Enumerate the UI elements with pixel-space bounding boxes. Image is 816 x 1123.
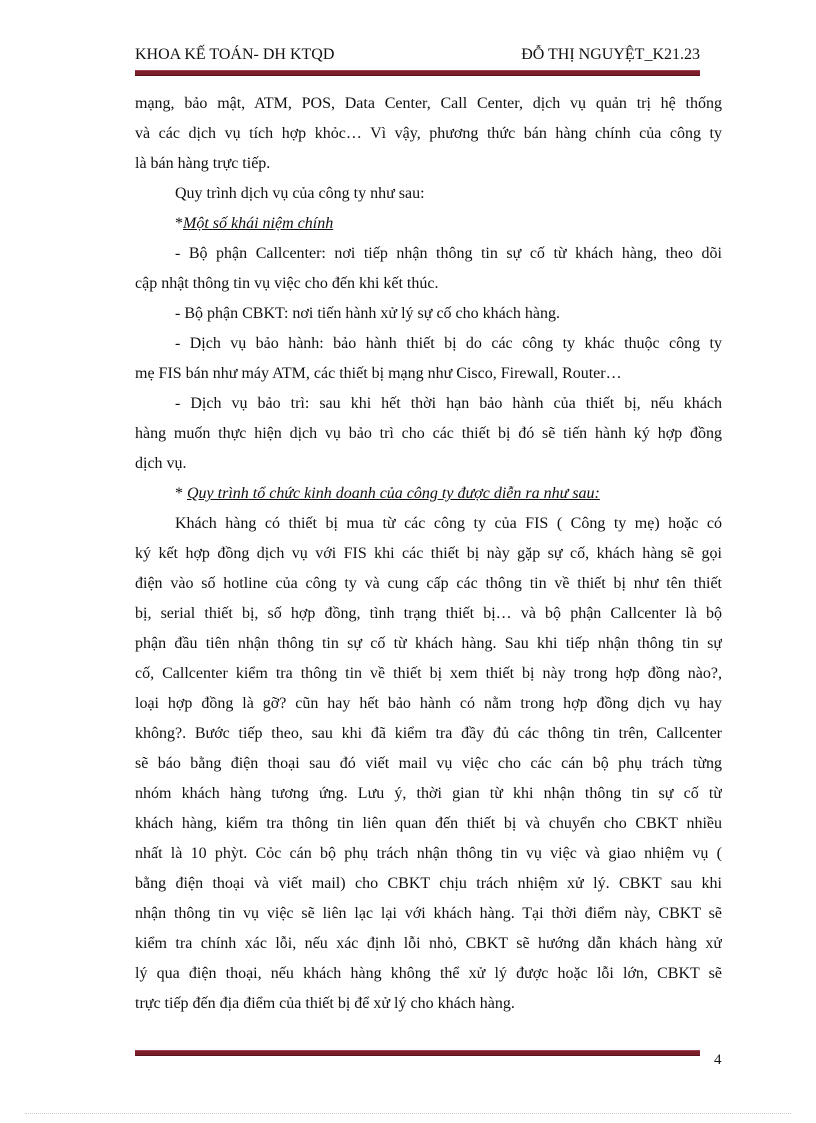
line-text: - Bộ phận Callcenter: nơi tiếp nhận thông tin sự cố từ khách hàng, theo dõi [175, 245, 722, 262]
text-line [135, 182, 722, 212]
line-text: khách hàng, kiểm tra thông tin liên quan đến thiết bị và chuyển cho CBKT nhiều [135, 815, 722, 832]
text-line [135, 362, 722, 392]
line-text: mẹ FIS bán như máy ATM, các thiết bị mạng như Cisco, Firewall, Router… [135, 365, 622, 382]
document-body [135, 92, 722, 1022]
header-rule [135, 70, 700, 76]
text-line [135, 572, 722, 602]
line-text: nhất là 10 phỳt. Cỏc cán bộ phụ trách nhận thông tin vụ việc và giao nhiệm vụ ( [135, 845, 722, 862]
line-text: sẽ báo bằng điện thoại sau đó viết mail vụ việc cho các cán bộ phụ trách từng [135, 755, 722, 772]
line-text: và các dịch vụ tích hợp khỏc… Vì vậy, phương thức bán hàng chính của công ty [135, 125, 722, 142]
text-line [135, 902, 722, 932]
line-text: - Bộ phận CBKT: nơi tiến hành xử lý sự cố cho khách hàng. [175, 305, 560, 322]
line-text: loại hợp đồng là gỡ? cũn hay hết bảo hành có nằm trong hợp đồng dịch vụ hay [135, 695, 722, 712]
line-text: Quy trình tổ chức kinh doanh của công ty được diễn ra như sau: [187, 485, 600, 502]
text-line [135, 722, 722, 752]
line-text: cập nhật thông tin vụ việc cho đến khi kết thúc. [135, 275, 439, 292]
text-line [135, 122, 722, 152]
text-line [135, 542, 722, 572]
text-line [135, 812, 722, 842]
header-department: KHOA KẾ TOÁN- DH KTQD [135, 46, 335, 63]
text-line [135, 842, 722, 872]
text-line [135, 782, 722, 812]
line-text: Một số khái niệm chính [183, 215, 334, 232]
text-line [135, 272, 722, 302]
text-line [135, 752, 722, 782]
text-line [135, 152, 722, 182]
line-text: dịch vụ. [135, 455, 187, 472]
line-text: không?. Bước tiếp theo, sau khi đã kiểm tra đầy đủ các thông tin trên, Callcenter [135, 725, 722, 742]
line-text: nhóm khách hàng tương ứng. Lưu ý, thời gian từ khi nhận thông tin sự cố từ [135, 785, 722, 802]
text-line [135, 302, 722, 332]
line-text: phận đầu tiên nhận thông tin sự cố từ khách hàng. Sau khi tiếp nhận thông tin sự [135, 635, 722, 652]
text-line [135, 332, 722, 362]
text-line [135, 662, 722, 692]
line-text: trực tiếp đến địa điểm của thiết bị để xử lý cho khách hàng. [135, 995, 515, 1012]
section-heading [135, 482, 722, 512]
section-heading [135, 212, 722, 242]
text-line [135, 932, 722, 962]
bullet-marker: * [175, 485, 187, 502]
text-line [135, 92, 722, 122]
line-text: bằng điện thoại và viết mail) cho CBKT chịu trách nhiệm xử lý. CBKT sau khi [135, 875, 722, 892]
line-text: cố, Callcenter kiểm tra thông tin về thiết bị xem thiết bị này trong hợp đồng nào?, [135, 665, 722, 682]
line-text: ký kết hợp đồng dịch vụ với FIS khi các thiết bị này gặp sự cố, khách hàng sẽ gọi [135, 545, 722, 562]
text-line [135, 512, 722, 542]
line-text: mạng, bảo mật, ATM, POS, Data Center, Call Center, dịch vụ quản trị hệ thống [135, 95, 722, 112]
page-number: 4 [714, 1052, 722, 1068]
text-line [135, 872, 722, 902]
header-author: ĐỖ THỊ NGUYỆT_K21.23 [521, 46, 700, 63]
text-line [135, 992, 722, 1022]
text-line [135, 452, 722, 482]
line-text: điện vào số hotline của công ty và cung cấp các thông tin về thiết bị như tên thiết [135, 575, 722, 592]
line-text: nhận thông tin vụ việc sẽ liên lạc lại với khách hàng. Tại thời điểm này, CBKT sẽ [135, 905, 722, 922]
text-line [135, 692, 722, 722]
line-text: Khách hàng có thiết bị mua từ các công ty của FIS ( Công ty mẹ) hoặc có [175, 515, 722, 532]
bullet-marker: * [175, 215, 183, 232]
line-text: - Dịch vụ bảo hành: bảo hành thiết bị do các công ty khác thuộc công ty [175, 335, 722, 352]
footer-rule [135, 1050, 700, 1056]
line-text: lý qua điện thoại, nếu khách hàng không thể xử lý được hoặc lỗi lớn, CBKT sẽ [135, 965, 722, 982]
line-text: bị, serial thiết bị, số hợp đồng, tình trạng thiết bị… và bộ phận Callcenter là bộ [135, 605, 722, 622]
line-text: Quy trình dịch vụ của công ty như sau: [175, 185, 425, 202]
text-line [135, 392, 722, 422]
line-text: - Dịch vụ bảo trì: sau khi hết thời hạn bảo hành của thiết bị, nếu khách [175, 395, 722, 412]
text-line [135, 632, 722, 662]
text-line [135, 602, 722, 632]
page-boundary [25, 1113, 791, 1114]
text-line [135, 422, 722, 452]
line-text: kiểm tra chính xác lỗi, nếu xác định lỗi nhỏ, CBKT sẽ hướng dẫn khách hàng xử [135, 935, 722, 952]
text-line [135, 962, 722, 992]
line-text: là bán hàng trực tiếp. [135, 155, 271, 172]
line-text: hàng muốn thực hiện dịch vụ bảo trì cho các thiết bị đó sẽ tiến hành ký hợp đồng [135, 425, 722, 442]
page-header [135, 46, 700, 68]
text-line [135, 242, 722, 272]
